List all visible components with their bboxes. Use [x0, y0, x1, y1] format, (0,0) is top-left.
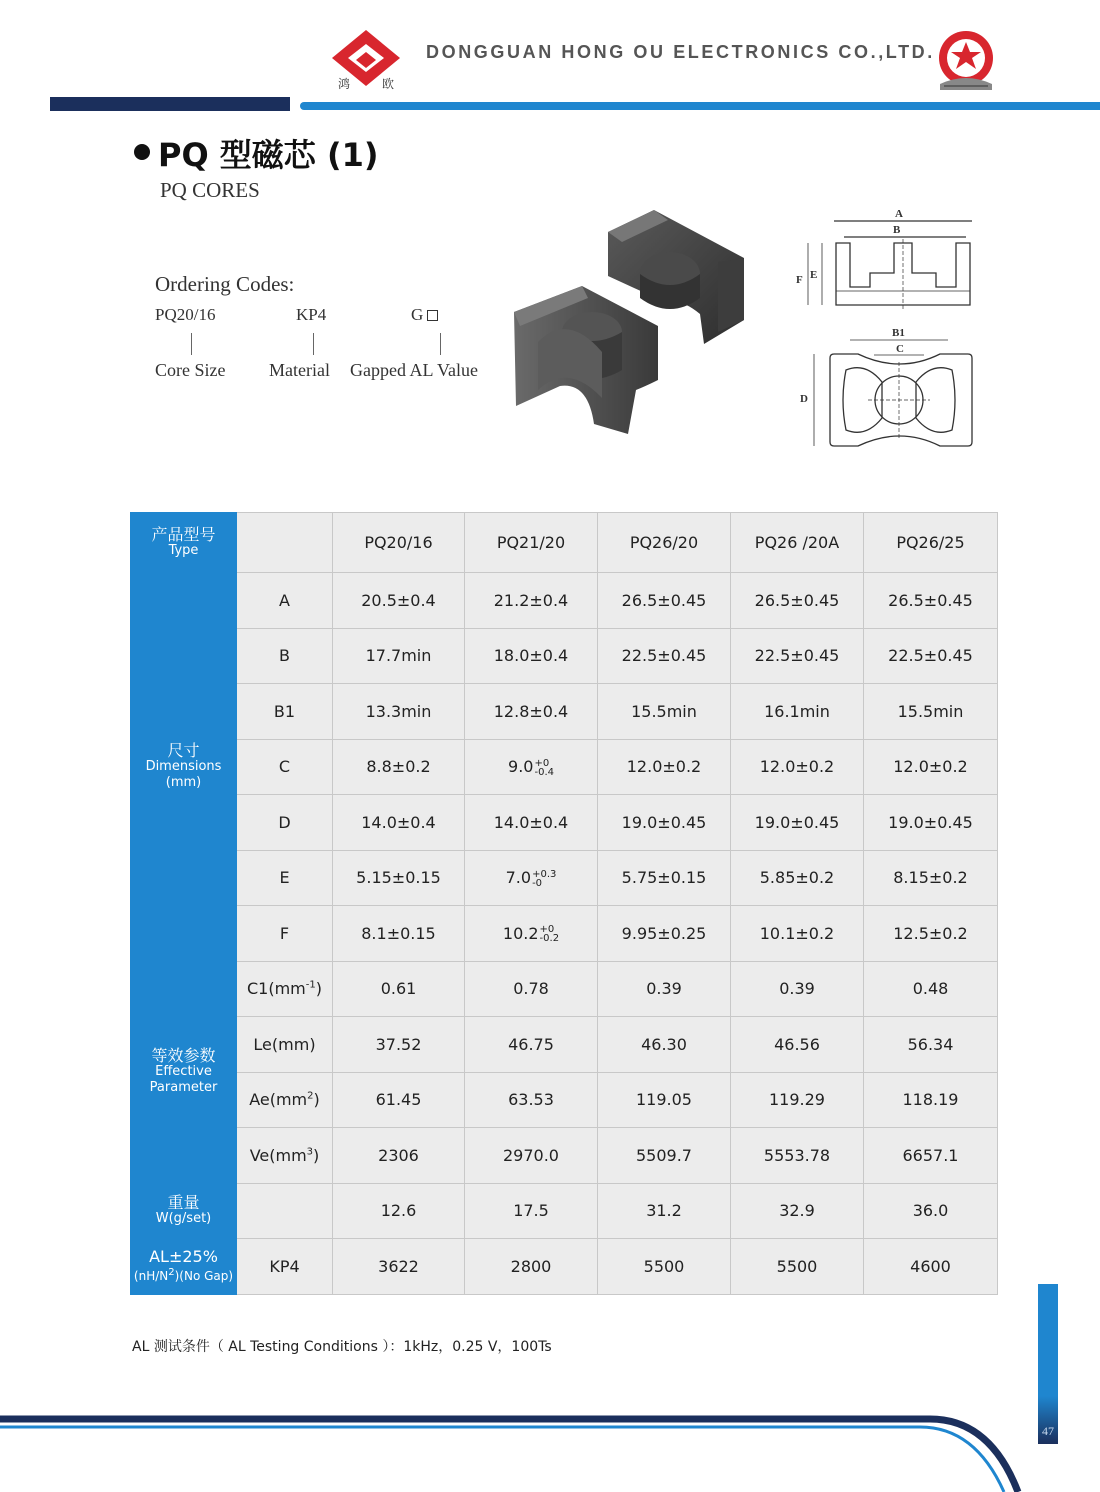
weight-cn: 重量	[167, 1192, 200, 1212]
table-cell: 61.45	[333, 1072, 465, 1128]
table-cell: 26.5±0.45	[864, 573, 998, 629]
model-header: PQ26/20	[598, 513, 731, 573]
tol-stack	[540, 925, 560, 943]
header-bar-blue	[300, 102, 1100, 110]
param-label: $Ve(mm^3)$	[237, 1128, 333, 1184]
table-cell: 32.9	[731, 1183, 864, 1239]
param-label: B1	[237, 684, 333, 740]
logo-char-2: 欧	[382, 77, 395, 91]
type-header-cn: 产品型号	[151, 524, 216, 544]
table-cell: 63.53	[465, 1072, 598, 1128]
model-header: PQ26/25	[864, 513, 998, 573]
empty-header-cell	[237, 513, 333, 573]
table-cell: 19.0±0.45	[864, 795, 998, 851]
table-cell: 22.5±0.45	[598, 628, 731, 684]
tol-base: 7.0	[505, 868, 532, 887]
table-cell: 2970.0	[465, 1128, 598, 1184]
table-cell: 8.15±0.2	[864, 850, 998, 906]
table-cell: 21.2±0.4	[465, 573, 598, 629]
table-cell: 56.34	[864, 1017, 998, 1073]
al-testing-note: AL 测试条件（ AL Testing Conditions ）：1kHz，0.25 V，100Ts	[132, 1339, 552, 1355]
table-cell: 10.1±0.2	[731, 906, 864, 962]
tol-lower: -0.4	[534, 766, 554, 778]
table-cell: 19.0±0.45	[598, 795, 731, 851]
effective-category	[131, 961, 237, 1183]
table-row	[131, 684, 998, 740]
label-material: Material	[269, 360, 330, 380]
table-cell: 22.5±0.45	[731, 628, 864, 684]
dim-label-b: B	[893, 224, 901, 236]
table-cell: 5500	[598, 1239, 731, 1295]
param-label: Le(mm)	[237, 1017, 333, 1073]
table-cell: 5.75±0.15	[598, 850, 731, 906]
header-bar-dark	[50, 97, 290, 111]
table-cell: 12.8±0.4	[465, 684, 598, 740]
param-label: B	[237, 628, 333, 684]
table-cell: 12.6	[333, 1183, 465, 1239]
top-view-drawing	[796, 322, 990, 456]
effective-en2: Parameter	[149, 1080, 218, 1095]
table-cell: 4600	[864, 1239, 998, 1295]
emblem-logo	[936, 28, 996, 92]
company-name: DONGGUAN HONG OU ELECTRONICS CO.,LTD.	[426, 42, 935, 62]
ordering-heading: Ordering Codes:	[155, 272, 295, 296]
title-bullet	[134, 144, 150, 160]
al-category	[131, 1239, 237, 1295]
dim-label-c: C	[896, 343, 904, 355]
table-cell: 26.5±0.45	[598, 573, 731, 629]
table-cell: 0.39	[731, 961, 864, 1017]
param-base: Le(mm	[253, 1034, 310, 1054]
dim-label-a: A	[895, 208, 903, 220]
code-core-size: PQ20/16	[155, 305, 216, 324]
table-cell: 14.0±0.4	[333, 795, 465, 851]
table-cell: 26.5±0.45	[731, 573, 864, 629]
table-cell: 36.0	[864, 1183, 998, 1239]
al-unit-sup: 2	[168, 1266, 175, 1278]
dim-label-f: F	[796, 274, 803, 286]
weight-en: W(g/set)	[155, 1210, 212, 1226]
effective-en: Effective	[155, 1064, 212, 1079]
gap-box	[427, 310, 438, 321]
dimensions-cn: 尺寸	[167, 740, 200, 760]
tol-base: 9.0	[508, 757, 534, 776]
table-cell: 0.48	[864, 961, 998, 1017]
dimensions-category	[131, 573, 237, 962]
dimensions-en: Dimensions	[145, 758, 222, 774]
table-cell: 12.0±0.2	[731, 739, 864, 795]
param-sup: 3	[306, 1146, 314, 1158]
table-cell: 12.0±0.2	[864, 739, 998, 795]
page-subtitle: PQ CORES	[160, 178, 260, 202]
table-row	[131, 573, 998, 629]
param-label: D	[237, 795, 333, 851]
table-cell: 18.0±0.4	[465, 628, 598, 684]
type-header-en: Type	[168, 542, 199, 558]
table-cell: 5.15±0.15	[333, 850, 465, 906]
model-header: PQ26 /20A	[731, 513, 864, 573]
table-cell: 17.5	[465, 1183, 598, 1239]
param-base: Ae(mm	[249, 1090, 308, 1110]
table-cell: 46.30	[598, 1017, 731, 1073]
param-base: Ve(mm	[249, 1145, 307, 1165]
effective-cn: 等效参数	[151, 1046, 216, 1065]
type-header	[131, 513, 237, 573]
table-cell: 5500	[731, 1239, 864, 1295]
table-cell: 5553.78	[731, 1128, 864, 1184]
spec-table	[130, 512, 998, 1295]
table-cell: 14.0±0.4	[465, 795, 598, 851]
table-cell-tolerance	[465, 739, 598, 795]
model-header: PQ21/20	[465, 513, 598, 573]
tol-stack	[534, 759, 554, 777]
side-view-drawing	[790, 205, 990, 315]
param-label: KP4	[237, 1239, 333, 1295]
table-cell: 13.3min	[333, 684, 465, 740]
dim-label-e: E	[810, 269, 818, 281]
tol-base: 10.2	[502, 923, 539, 943]
al-unit	[131, 1265, 236, 1284]
code-gap-text: G	[411, 305, 424, 324]
table-cell: 119.05	[598, 1072, 731, 1128]
table-cell: 0.39	[598, 961, 731, 1017]
param-sup: 2	[307, 1090, 314, 1102]
table-cell: 12.0±0.2	[598, 739, 731, 795]
logo-char-1: 鸿	[338, 77, 351, 91]
label-core-size: Core Size	[155, 360, 226, 380]
table-row	[131, 1183, 998, 1239]
table-cell: 5.85±0.2	[731, 850, 864, 906]
table-cell: 118.19	[864, 1072, 998, 1128]
dimensions-unit: (mm)	[165, 774, 202, 790]
page-title: PQ 型磁芯 (1)	[158, 136, 379, 174]
pq-core-photo	[508, 202, 764, 442]
table-cell: 22.5±0.45	[864, 628, 998, 684]
table-cell: 17.7min	[333, 628, 465, 684]
dim-label-d: D	[800, 393, 808, 405]
hongou-logo	[330, 28, 402, 92]
table-cell: 2800	[465, 1239, 598, 1295]
table-cell: 9.95±0.25	[598, 906, 731, 962]
tol-upper: +0	[539, 924, 555, 935]
table-cell: 119.29	[731, 1072, 864, 1128]
table-cell: 16.1min	[731, 684, 864, 740]
table-row	[131, 961, 998, 1017]
al-unit-b: )(No Gap)	[174, 1268, 234, 1283]
connector-line	[440, 333, 441, 355]
table-row	[131, 1239, 998, 1295]
param-label: E	[237, 850, 333, 906]
table-cell: 0.78	[465, 961, 598, 1017]
param-sup: -1	[305, 979, 316, 991]
code-material: KP4	[296, 305, 327, 324]
empty-param-cell	[237, 1183, 333, 1239]
tol-stack	[532, 870, 556, 888]
page-number: 47	[1042, 1424, 1054, 1438]
al-unit-a: (nH/N	[133, 1268, 169, 1283]
table-row	[131, 1072, 998, 1128]
param-label: $C1(mm^{-1})$	[237, 961, 333, 1017]
table-header-row	[131, 513, 998, 573]
tol-upper: +0.3	[532, 868, 557, 880]
tol-lower: -0	[532, 877, 543, 889]
table-cell: 3622	[333, 1239, 465, 1295]
side-tab	[1038, 1284, 1058, 1444]
param-label: C	[237, 739, 333, 795]
table-row	[131, 906, 998, 962]
table-cell: 46.75	[465, 1017, 598, 1073]
table-row	[131, 795, 998, 851]
param-base: C1(mm	[247, 979, 306, 999]
code-gap	[411, 305, 438, 325]
table-cell: 5509.7	[598, 1128, 731, 1184]
table-row	[131, 850, 998, 906]
table-row	[131, 628, 998, 684]
table-cell: 15.5min	[598, 684, 731, 740]
param-label: F	[237, 906, 333, 962]
table-row	[131, 1017, 998, 1073]
table-cell-tolerance	[465, 850, 598, 906]
table-row	[131, 739, 998, 795]
table-cell: 6657.1	[864, 1128, 998, 1184]
label-gapped-al: Gapped AL Value	[350, 360, 478, 380]
tol-upper: +0	[534, 757, 550, 769]
table-cell-tolerance	[465, 906, 598, 962]
param-label: $Ae(mm^2)$	[237, 1072, 333, 1128]
connector-line	[191, 333, 192, 355]
table-cell: 19.0±0.45	[731, 795, 864, 851]
table-cell: 46.56	[731, 1017, 864, 1073]
table-row	[131, 1128, 998, 1184]
bottom-curve	[0, 1405, 1100, 1492]
table-cell: 8.1±0.15	[333, 906, 465, 962]
table-cell: 0.61	[333, 961, 465, 1017]
table-cell: 15.5min	[864, 684, 998, 740]
table-cell: 12.5±0.2	[864, 906, 998, 962]
table-cell: 8.8±0.2	[333, 739, 465, 795]
param-label: A	[237, 573, 333, 629]
al-label: AL±25%	[149, 1246, 218, 1266]
tol-lower: -0.2	[539, 933, 560, 944]
table-cell: 31.2	[598, 1183, 731, 1239]
dim-label-b1: B1	[892, 327, 905, 339]
weight-category	[131, 1183, 237, 1239]
table-cell: 2306	[333, 1128, 465, 1184]
connector-line	[313, 333, 314, 355]
table-cell: 20.5±0.4	[333, 573, 465, 629]
table-cell: 37.52	[333, 1017, 465, 1073]
model-header: PQ20/16	[333, 513, 465, 573]
